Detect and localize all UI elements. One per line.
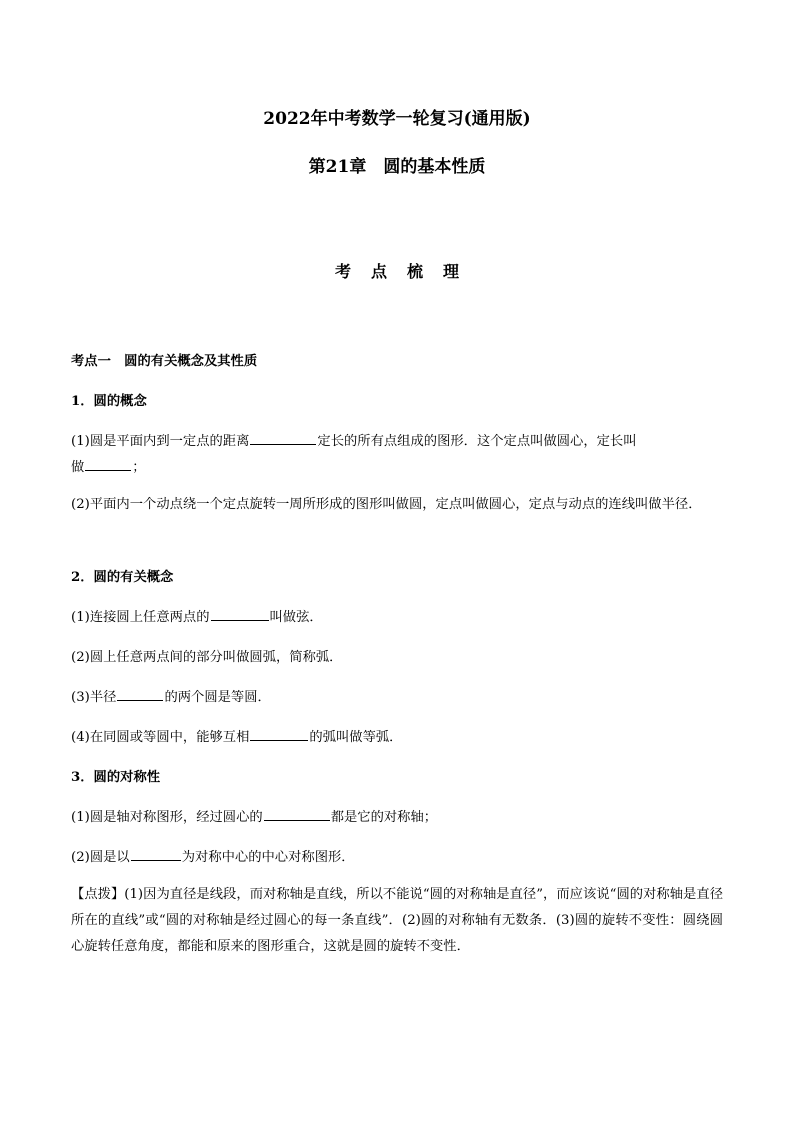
sub3-item1 [71,806,437,825]
fill-blank [117,688,163,701]
sub1-item2: (2)平面内一个动点绕一个定点旋转一周所形成的图形叫做圆，定点叫做圆心，定点与动点的连线叫做半径． [71,497,702,512]
sub2-item4 [71,726,402,745]
sub1-item1-line2 [71,456,146,475]
text: 都是它的对称轴； [330,810,438,825]
text: 做 [71,460,85,475]
sub1-item1-line1 [71,430,637,449]
fill-blank [131,848,181,861]
text: 定长的所有点组成的图形．这个定点叫做圆心，定长叫 [317,434,637,449]
text: (2)圆是以 [71,850,130,865]
fill-blank [264,808,330,821]
sub2-item3 [71,686,271,705]
fill-blank [250,728,308,741]
kaodian-heading: 考点一 圆的有关概念及其性质 [71,354,258,369]
text: (1)圆是平面内到一定点的距离 [71,434,250,449]
sub3-item2 [71,846,355,865]
document-title: 2022年中考数学一轮复习(通用版) [263,109,531,129]
sub2-item1 [71,606,323,625]
sub3-heading: 3．圆的对称性 [71,770,161,785]
fill-blank [85,458,131,471]
fill-blank [250,432,316,445]
text: (3)半径 [71,690,117,705]
section-title: 考点梳理 [334,262,479,281]
chapter-title: 第21章 圆的基本性质 [308,157,486,177]
text: (1)圆是轴对称图形，经过圆心的 [71,810,263,825]
fill-blank [211,608,269,621]
sub1-heading: 1．圆的概念 [71,394,147,409]
text: 叫做弦． [269,610,323,625]
text: 的弧叫做等弧． [309,730,403,745]
text: 的两个圆是等圆． [164,690,271,705]
text: 为对称中心的中心对称图形． [181,850,355,865]
text: (1)连接圆上任意两点的 [71,610,210,625]
text: (4)在同圆或等圆中，能够互相 [71,730,250,745]
sub2-heading: 2．圆的有关概念 [71,570,174,585]
text: ； [132,460,146,475]
tip-paragraph: 【点拨】(1)因为直径是线段，而对称轴是直线，所以不能说“圆的对称轴是直径”，而应该说“圆的对称轴是直径所在的直线”或“圆的对称轴是经过圆心的每一条直线”．(2)圆的对称轴有无数条．(3)圆的旋转不变性：圆绕圆心旋转任意角度，都能和原来的图形重合，这就是圆的旋转不变性． [71,887,723,954]
sub2-item2: (2)圆上任意两点间的部分叫做圆弧，简称弧． [71,650,343,665]
